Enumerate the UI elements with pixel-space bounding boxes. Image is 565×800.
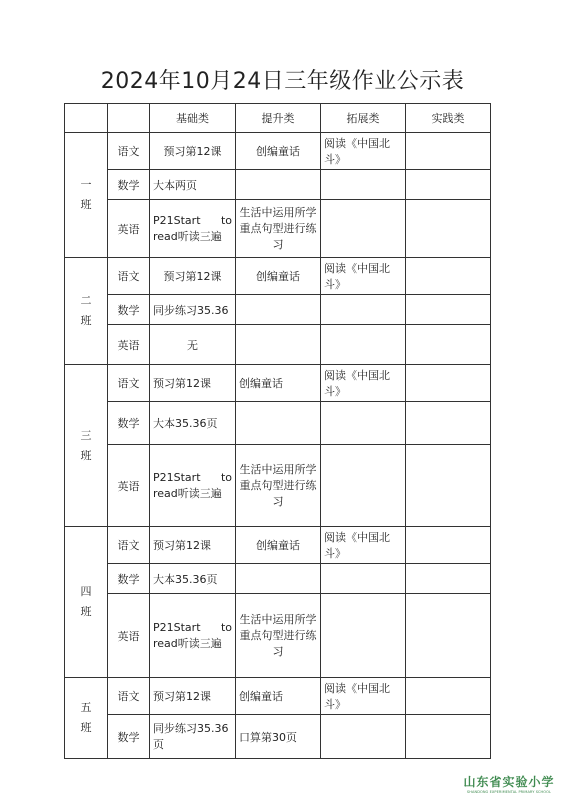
advanced-cell: 生活中运用所学重点句型进行练习 [236,594,321,678]
extended-cell [321,715,406,759]
advanced-cell [236,295,321,325]
table-row [65,295,491,325]
table-row [65,445,491,527]
table-row [65,133,491,170]
table-row [65,715,491,759]
header-basic: 基础类 [150,104,236,133]
basic-cell: 大本35.36页 [150,564,236,594]
table-row [65,200,491,258]
practice-cell [406,170,491,200]
table-row [65,170,491,200]
extended-cell [321,594,406,678]
extended-cell: 阅读《中国北斗》 [321,527,406,564]
table-row [65,365,491,402]
class-label: 三 班 [65,365,108,527]
header-blank [108,104,150,133]
header-practice: 实践类 [406,104,491,133]
table-row [65,402,491,445]
practice-cell [406,365,491,402]
school-name: 山东省实验小学 [463,775,555,789]
basic-cell: 大本两页 [150,170,236,200]
advanced-cell: 口算第30页 [236,715,321,759]
extended-cell: 阅读《中国北斗》 [321,258,406,295]
basic-cell: 无 [150,325,236,365]
practice-cell [406,678,491,715]
subject-cell: 数学 [108,170,150,200]
extended-cell: 阅读《中国北斗》 [321,365,406,402]
header-advanced: 提升类 [236,104,321,133]
practice-cell [406,200,491,258]
advanced-cell [236,170,321,200]
extended-cell: 阅读《中国北斗》 [321,133,406,170]
extended-cell [321,325,406,365]
extended-cell [321,564,406,594]
table-row [65,678,491,715]
basic-cell: 预习第12课 [150,258,236,295]
practice-cell [406,133,491,170]
subject-cell: 语文 [108,678,150,715]
basic-cell: 预习第12课 [150,365,236,402]
table-row [65,527,491,564]
subject-cell: 英语 [108,445,150,527]
school-logo [461,773,557,794]
advanced-cell: 生活中运用所学重点句型进行练习 [236,200,321,258]
subject-cell: 数学 [108,402,150,445]
subject-cell: 语文 [108,527,150,564]
practice-cell [406,564,491,594]
subject-cell: 数学 [108,295,150,325]
advanced-cell: 创编童话 [236,133,321,170]
subject-cell: 英语 [108,325,150,365]
subject-cell: 语文 [108,365,150,402]
basic-cell: P21Start to read听读三遍 [150,445,236,527]
class-label: 二 班 [65,258,108,365]
practice-cell [406,258,491,295]
page-title: 2024年10月24日三年级作业公示表 [100,69,465,94]
advanced-cell [236,564,321,594]
subject-cell: 英语 [108,200,150,258]
advanced-cell: 创编童话 [236,527,321,564]
subject-cell: 英语 [108,594,150,678]
advanced-cell: 创编童话 [236,678,321,715]
practice-cell [406,402,491,445]
table-row [65,594,491,678]
school-name-english: SHANDONG EXPERIMENTAL PRIMARY SCHOOL [466,790,552,794]
class-label: 四 班 [65,527,108,678]
class-label: 一 班 [65,133,108,258]
basic-cell: 预习第12课 [150,527,236,564]
basic-cell: 预习第12课 [150,678,236,715]
subject-cell: 数学 [108,715,150,759]
practice-cell [406,594,491,678]
table-row [65,564,491,594]
header-row [65,104,491,133]
header-extended: 拓展类 [321,104,406,133]
basic-cell: P21Start to read听读三遍 [150,594,236,678]
extended-cell: 阅读《中国北斗》 [321,678,406,715]
practice-cell [406,325,491,365]
homework-table [64,103,491,759]
practice-cell [406,527,491,564]
advanced-cell [236,325,321,365]
table-row [65,325,491,365]
subject-cell: 语文 [108,133,150,170]
extended-cell [321,445,406,527]
extended-cell [321,402,406,445]
advanced-cell: 创编童话 [236,258,321,295]
basic-cell: 预习第12课 [150,133,236,170]
basic-cell: P21Start to read听读三遍 [150,200,236,258]
subject-cell: 语文 [108,258,150,295]
extended-cell [321,170,406,200]
extended-cell [321,200,406,258]
table-row [65,258,491,295]
advanced-cell: 生活中运用所学重点句型进行练习 [236,445,321,527]
advanced-cell: 创编童话 [236,365,321,402]
practice-cell [406,715,491,759]
subject-cell: 数学 [108,564,150,594]
basic-cell: 大本35.36页 [150,402,236,445]
extended-cell [321,295,406,325]
class-label: 五 班 [65,678,108,759]
basic-cell: 同步练习35.36 [150,295,236,325]
header-blank [65,104,108,133]
practice-cell [406,445,491,527]
basic-cell: 同步练习35.36页 [150,715,236,759]
advanced-cell [236,402,321,445]
practice-cell [406,295,491,325]
